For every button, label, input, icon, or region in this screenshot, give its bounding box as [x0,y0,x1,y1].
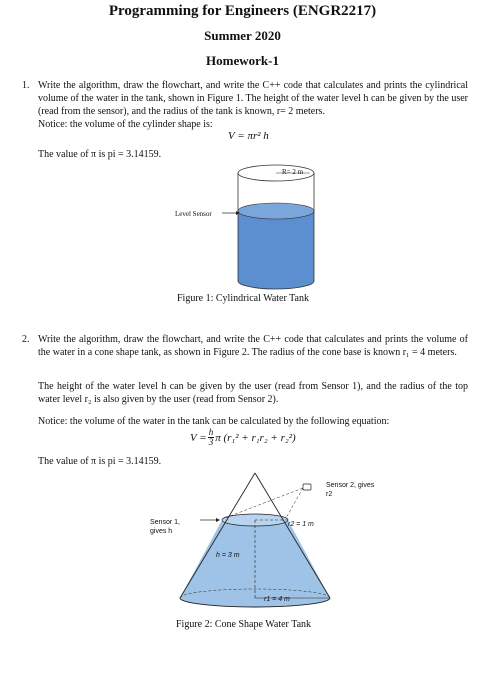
problem1-pi-note: The value of π is pi = 3.14159. [38,149,162,160]
course-title: Programming for Engineers (ENGR2217) [108,3,377,19]
r2-label: r2 = 1 m [288,521,314,528]
assignment-title: Homework-1 [206,53,279,68]
problem2-text: Write the algorithm, draw the flowchart, and write the C++ code that calculates and prints the volume of the water in a cone shape tank, as shown in Figure 2. The radius of the cone base is known r₁ = 4 meters. [38,334,468,358]
term-title: Summer 2020 [204,28,281,43]
problem1-number: 1. [22,80,30,91]
fraction-denominator: 3 [208,437,214,447]
level-sensor-label: Level Sensor [175,210,212,218]
cylinder-equation: V = πr² h [228,130,269,142]
sensor1-label: Sensor 1, gives h [150,519,180,535]
problem1-text: Write the algorithm, draw the flowchart, and write the C++ code that calculates and prints the cylindrical volume of the water in the tank, shown in Figure 1. The height of the water level h can be given by the user (read from the sensor), and the radius of the tank is known, r= 2 meters. [38,80,468,117]
cone-equation [190,428,296,447]
problem2-number: 2. [22,334,30,345]
figure2-caption: Figure 2: Cone Shape Water Tank [176,619,312,630]
cone-water-body [180,520,330,607]
radius-label: R= 2 m [282,168,304,176]
fraction-numerator: h [208,427,214,437]
problem2-text2: The height of the water level h can be given by the user (read from Sensor 1), and the radius of the top water level r₂ is also given by the user (read from Sensor 2). [38,381,468,405]
problem2-pi-note: The value of π is pi = 3.14159. [38,456,162,467]
h-label: h = 3 m [216,552,240,559]
figure1-caption: Figure 1: Cylindrical Water Tank [177,293,309,304]
sensor2-device [303,484,311,490]
cone-equation-lhs: V = [190,431,207,444]
water-surface [238,203,314,219]
sensor2-label: Sensor 2, gives r2 [326,482,375,498]
water-body [238,211,314,289]
problem1-notice: Notice: the volume of the cylinder shape is: [38,119,213,130]
cone-equation-rhs: π (r₁² + r₁r₂ + r₂²) [215,431,296,444]
cylinder-tank-figure [170,163,320,293]
problem2-notice: Notice: the volume of the water in the tank can be calculated by the following equation: [38,416,390,427]
cone-equation-fraction [208,428,215,447]
r1-label: r1 = 4 m [264,596,290,603]
